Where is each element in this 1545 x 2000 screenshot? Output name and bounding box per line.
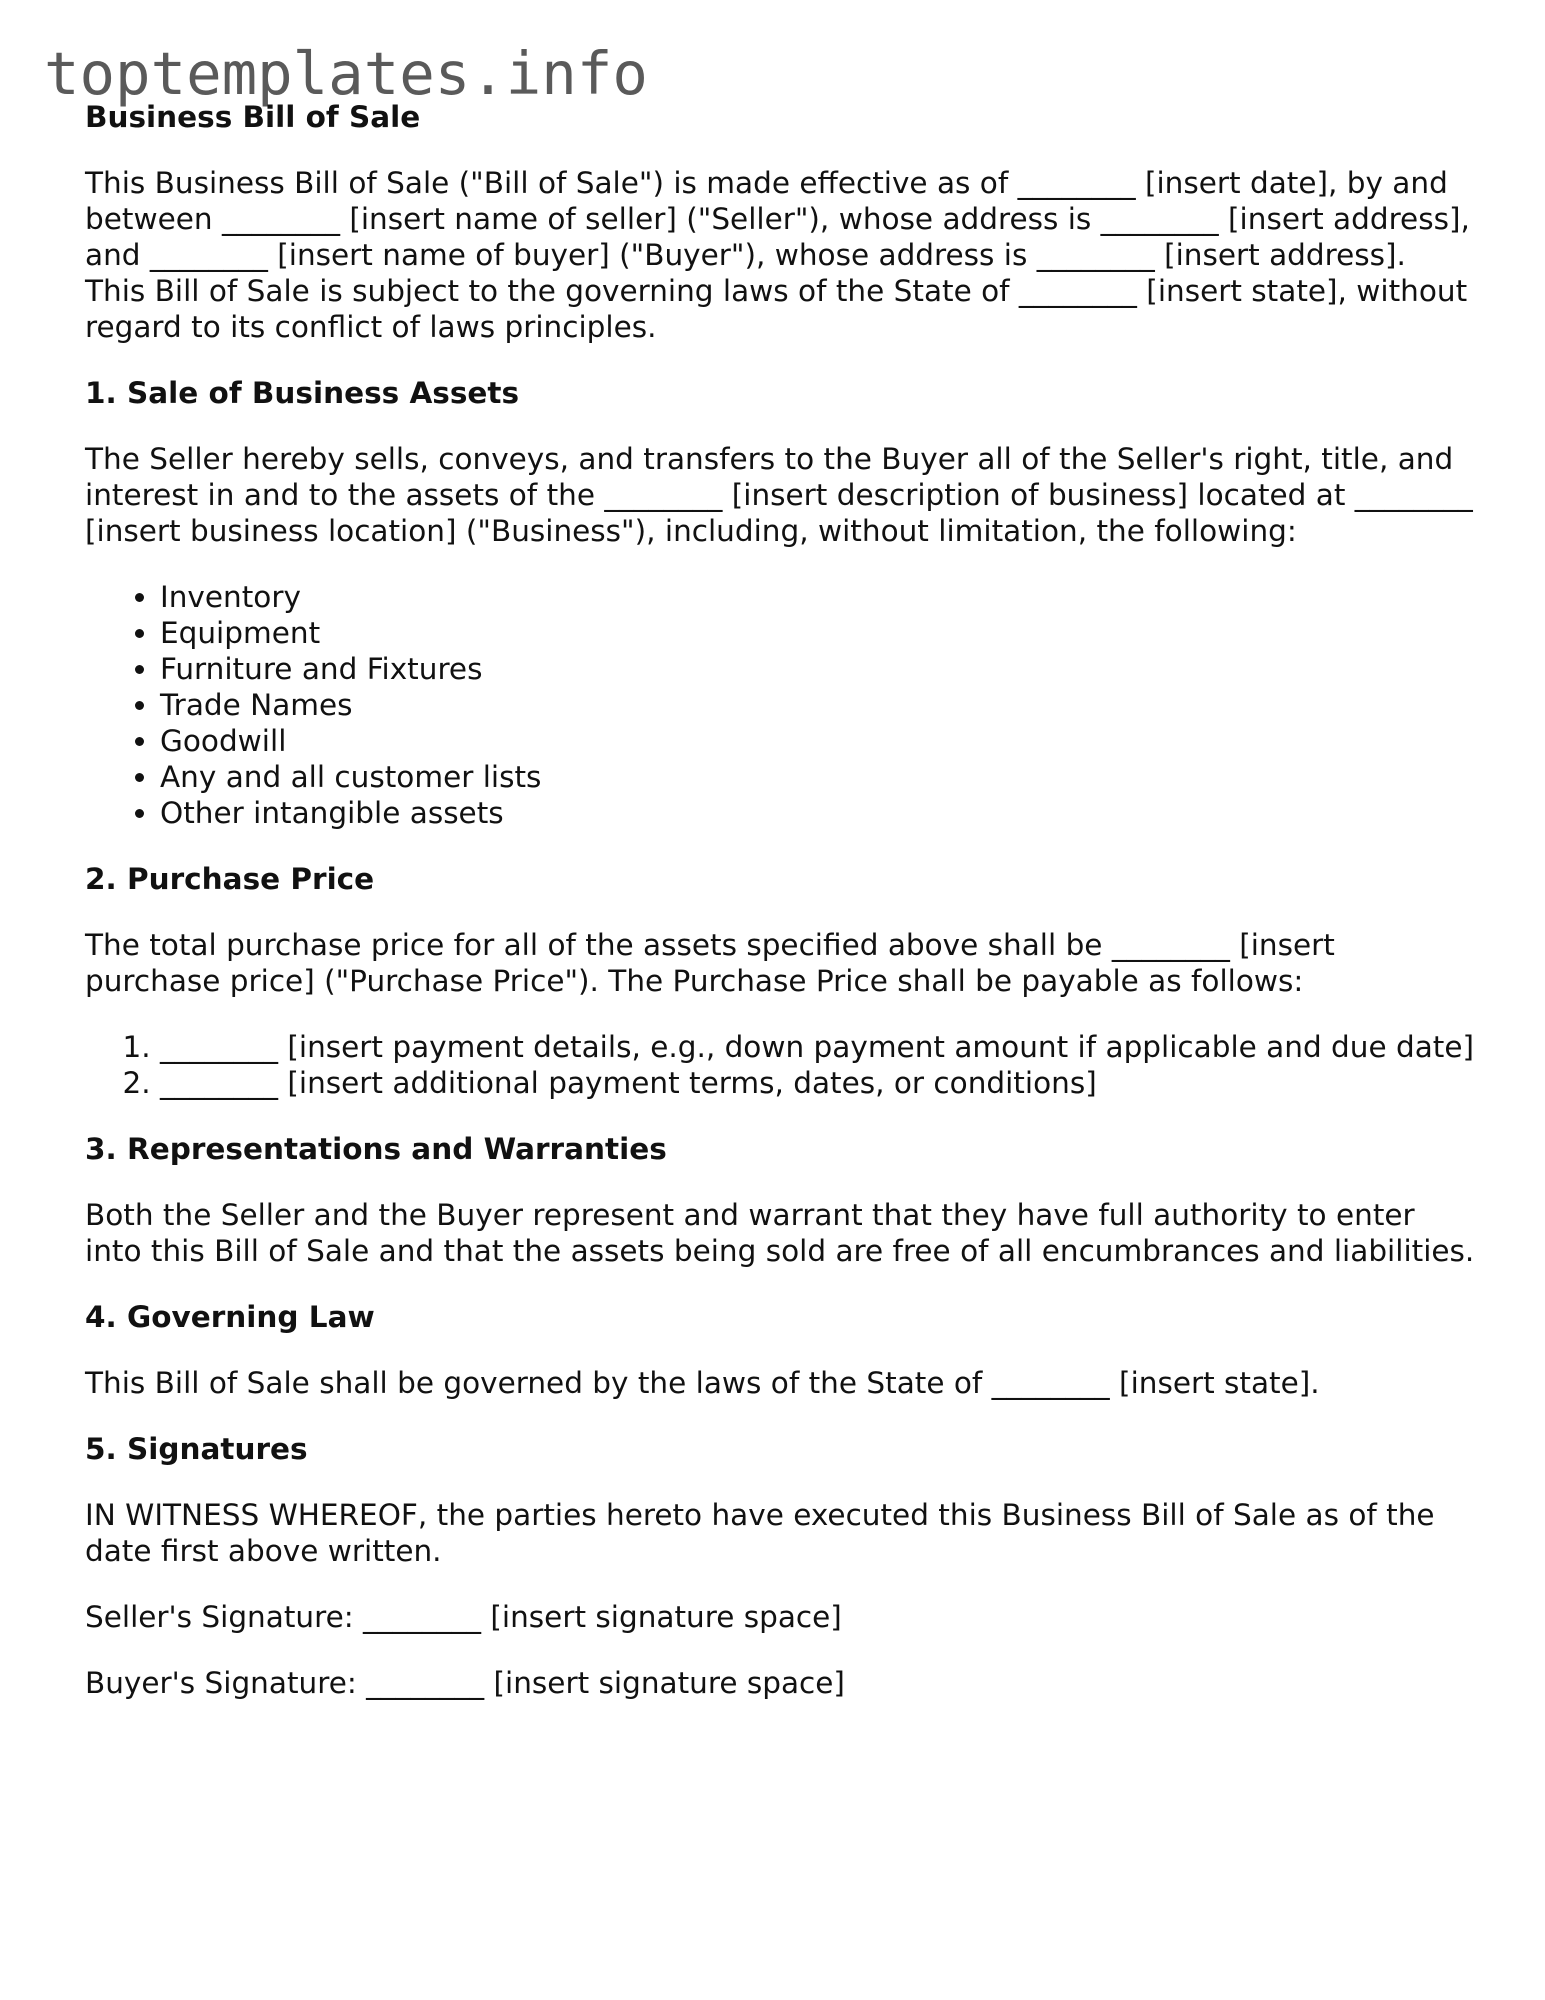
list-item: • Furniture and Fixtures — [160, 651, 1475, 687]
list-item: • Trade Names — [160, 687, 1475, 723]
section-body-signatures: IN WITNESS WHEREOF, the parties hereto have executed this Business Bill of Sale as of the date first above written. — [85, 1498, 1435, 1568]
seller-signature-line: Seller's Signature: ________ [insert signature space] — [85, 1600, 842, 1634]
intro-paragraph: This Business Bill of Sale ("Bill of Sale") is made effective as of ________ [insert date], by and between ________ [insert name of seller] ("Seller"), whose address is ________ [insert address], and ________ [insert name of buyer] ("Buyer"), whose address is ________ [insert address]. This Bill of Sale is subject to the governing laws of the State of ________ [insert state], without regard to its conflict of laws principles. — [85, 166, 1470, 344]
list-item: 2. ________ [insert additional payment terms, dates, or conditions] — [160, 1065, 1475, 1101]
section-body-law: This Bill of Sale shall be governed by the laws of the State of ________ [insert state]. — [85, 1366, 1320, 1400]
list-item: • Any and all customer lists — [160, 759, 1475, 795]
section-body-price: The total purchase price for all of the assets specified above shall be ________ [insert purchase price] ("Purchase Price"). The Purchase Price shall be payable as follows: — [85, 928, 1335, 998]
section-heading-law: 4. Governing Law — [85, 1300, 375, 1334]
list-item: • Equipment — [160, 615, 1475, 651]
payment-list — [85, 1029, 1475, 1101]
document — [85, 99, 1475, 1731]
section-heading-price: 2. Purchase Price — [85, 862, 375, 896]
list-item: • Other intangible assets — [160, 795, 1475, 831]
section-heading-warranties: 3. Representations and Warranties — [85, 1132, 667, 1166]
watermark: toptemplates.info — [44, 39, 648, 108]
section-body-warranties: Both the Seller and the Buyer represent and warrant that they have full authority to enter into this Bill of Sale and that the assets being sold are free of all encumbrances and liabilities. — [85, 1198, 1475, 1268]
buyer-signature-line: Buyer's Signature: ________ [insert signature space] — [85, 1666, 845, 1700]
document-title: Business Bill of Sale — [85, 100, 421, 134]
list-item: 1. ________ [insert payment details, e.g., down payment amount if applicable and due date] — [160, 1029, 1475, 1065]
section-heading-sale: 1. Sale of Business Assets — [85, 376, 520, 410]
asset-list — [85, 579, 1475, 831]
section-body-sale: The Seller hereby sells, conveys, and transfers to the Buyer all of the Seller's right, title, and interest in and to the assets of the ________ [insert description of business] located at ________ [insert business location] ("Business"), including, without limitation, the following: — [85, 442, 1473, 548]
list-item: • Inventory — [160, 579, 1475, 615]
list-item: • Goodwill — [160, 723, 1475, 759]
section-heading-signatures: 5. Signatures — [85, 1432, 308, 1466]
